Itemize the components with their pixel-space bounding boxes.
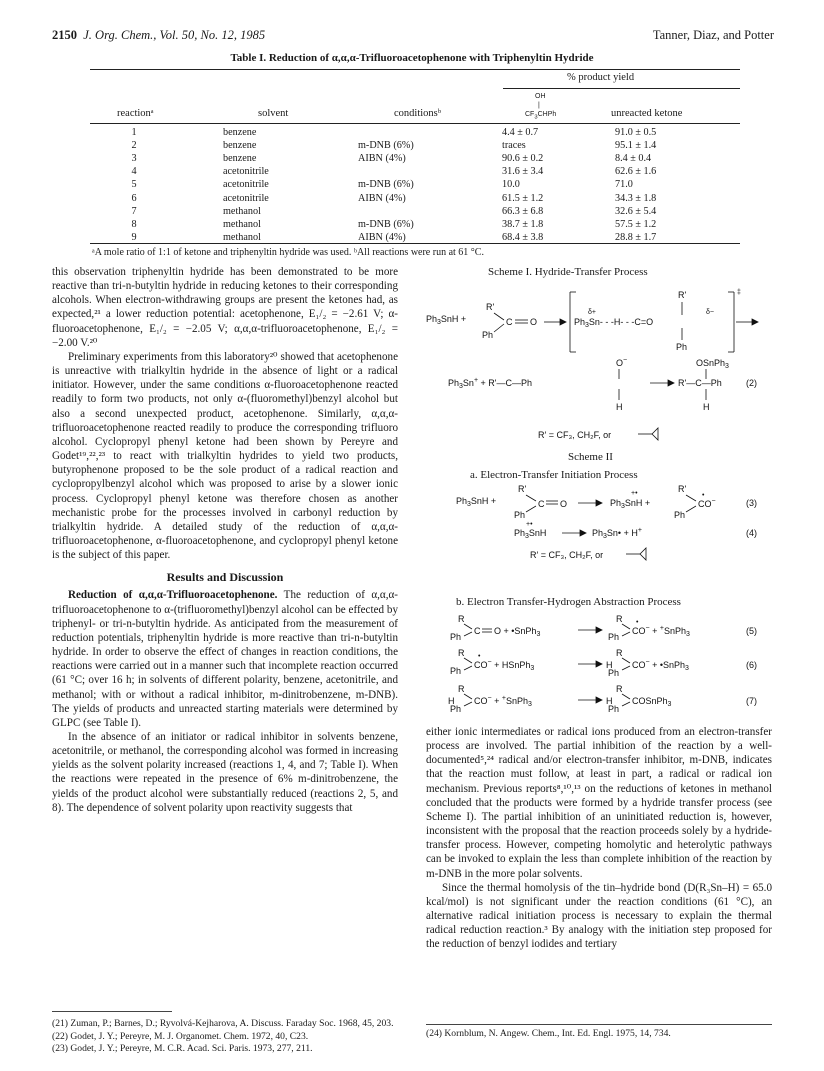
svg-text:OSnPh3: OSnPh$_3$ [696,358,729,370]
table-cell: 90.6 ± 0.2 [502,153,544,165]
right-paragraph-2: Since the thermal homolysis of the tin–hydride bond (D(R₃Sn–H) = 65.0 kcal/mol) is not significant under the reaction conditions (61 °C), an alternative radical initiation process is necessary to explain the thermal radical reduction reaction.³ By analogy with the initiation step proposed for the reduction of benzyl iodides and tertiary [426,881,772,951]
svg-text:Ph: Ph [450,666,462,676]
svg-text:Ph: Ph [676,342,688,352]
table-row [90,165,740,178]
svg-text:•: • [636,619,639,626]
svg-text:+•: +• [631,490,638,497]
table-cell: benzene [223,127,257,138]
table-cell: 61.5 ± 1.2 [502,192,544,204]
table-cell: 31.6 ± 3.4 [502,166,544,178]
table-cell: 28.8 ± 1.7 [615,231,657,243]
product-structure: OH | $CF_3CHPh$ [525,93,557,121]
table-cell: acetonitrile [223,166,269,178]
svg-text:Ph: Ph [450,704,462,714]
left-paragraph-1: this observation triphenyltin hydride has been demonstrated to be more reactive than tri-n-butyltin hydride in reducing ketones to their corresponding alcohols. When electron-withdrawing groups are present the ketones had, as expected,²¹ a lower reduction potential: acetophenone, E₁/₂ = −2.61 V; α-fluoroacetophenone, E₁/₂ = −2.05 V; α,α,α-trifluoroacetophenone, E₁/₂ = −2.00 V.²⁰ [52,266,398,349]
right-footnote-rule [426,1024,772,1025]
svg-text:O: O [560,499,568,509]
reference-24: (24) Kornblum, N. Angew. Chem., Int. Ed. Engl. 1975, 14, 734. [426,1028,671,1039]
right-column [426,725,772,952]
svg-text:Ph3Sn+ + R'—C—Ph: $Ph_3Sn^+$ + R'—C—Ph [448,377,533,390]
table-cell: 5 [131,179,137,191]
table-cell: 6 [131,192,137,204]
left-footnote-rule [52,1011,172,1012]
scheme-1-title: Scheme I. Hydride-Transfer Process [488,266,648,278]
table-title: Table I. Reduction of α,α,α-Trifluoroacetophenone with Triphenyltin Hydride [230,52,594,64]
left-references [52,1018,400,1056]
svg-text:R'—C—Ph: R'—C—Ph [678,378,722,388]
svg-text:COSnPh3: COSnPh$_3$ [632,696,672,708]
left-column [52,265,398,815]
table-cell: methanol [223,218,261,230]
svg-text:Ph: Ph [482,330,494,340]
col-solvent: solvent [258,108,289,119]
table-row [90,152,740,165]
reference-23: (23) Godet, J. Y.; Pereyre, M. C.R. Acad. Sci. Paris. 1973, 277, 211. [52,1043,313,1054]
table-cell: 4.4 ± 0.7 [502,127,539,138]
page-header-authors: Tanner, Diaz, and Potter [652,28,774,42]
table-cell: acetonitrile [223,179,269,191]
eq-6-label: (6) [746,660,757,670]
svg-text:‡: ‡ [737,289,741,296]
svg-text:O−: O− [616,357,628,368]
table-bottom-rule [90,243,740,244]
svg-text:R: R [458,614,465,624]
svg-text:CO− + +SnPh3: CO− + +SnPh$_3$ [632,625,690,638]
table-top-rule [90,69,740,70]
table-cell: 10.0 [502,179,520,191]
table-cell: 2 [131,140,137,152]
table-cell: 71.0 [615,179,633,191]
eq-4-label: (4) [746,528,757,538]
svg-text:Ph: Ph [450,632,462,642]
svg-text:CO− + +SnPh3: CO− + +SnPh$_3$ [474,695,532,708]
table-row [90,218,740,231]
svg-text:CO−: CO− [698,498,716,509]
col-unreacted: unreacted ketone [611,108,683,119]
svg-text:Ph3SnH +: $Ph_3SnH$ + [456,496,497,508]
table-cell: benzene [223,153,257,165]
table-cell: AIBN (4%) [358,153,406,165]
table-cell: 4 [131,166,137,178]
table-cell: AIBN (4%) [358,192,406,204]
subsection-heading: Reduction of α,α,α-Trifluoroacetophenone. [68,589,278,602]
scheme-2a-rgroups: R′ = CF₃, CH₂F, or [530,550,604,560]
scheme-2b-diagram [420,610,775,720]
table-cell: 9 [131,231,137,243]
svg-text:Ph3Sn• + H+: $Ph_3Sn• + H^+$ [592,527,642,540]
col-reaction: reactionᵃ [117,108,154,119]
svg-text:Ph: Ph [514,510,526,520]
scheme-1-diagram [420,280,775,450]
table-row [90,205,740,218]
eq-3-label: (3) [746,498,757,508]
table-row [90,192,740,205]
svg-text:R': R' [486,302,495,312]
table-cell: 91.0 ± 0.5 [615,127,657,138]
svg-text:CO− + •SnPh3: CO− + •SnPh$_3$ [632,659,689,672]
svg-text:H: H [606,660,613,670]
table-cell: 32.6 ± 5.4 [615,205,657,217]
left-paragraph-4: In the absence of an initiator or radical inhibitor in solvents benzene, acetonitrile, or methanol, the corresponding alcohol was formed in increasing yields as the solvent polarity increased (reactions 1, 4, and 7; Table I). When the reactions were repeated in the presence of 6% m-dinitrobenzene, the yields of the product alcohol were substantially reduced (reactions 2, 5, and 8). The dependence of solvent polarity upon reactivity suggests that [52,731,398,814]
svg-text:δ+: δ+ [588,309,596,316]
section-heading: Results and Discussion [166,570,284,585]
svg-text:O: O [530,317,538,327]
table-cell: traces [502,140,526,152]
table-cell: acetonitrile [223,192,269,204]
svg-text:C: C [506,317,513,327]
scheme-1-rgroups: R′ = CF₃, CH₂F, or [538,430,612,440]
svg-text:+•: +• [526,521,533,528]
svg-text:C: C [474,626,481,636]
svg-text:•: • [478,653,481,660]
svg-text:Ph: Ph [608,704,620,714]
table-cell: 62.6 ± 1.6 [615,166,657,178]
table-cell: 3 [131,153,137,165]
svg-text:R': R' [678,484,687,494]
svg-text:Ph3SnH +: $Ph_3SnH$ + [610,498,651,510]
table-cell: m-DNB (6%) [358,218,414,230]
scheme-2b-title: b. Electron Transfer-Hydrogen Abstraction Process [456,596,681,608]
eq-7-label: (7) [746,696,757,706]
page-header-left [52,28,265,43]
left-paragraph-2: Preliminary experiments from this laboratory²⁰ showed that acetophenone is unreactive with trialkyltin hydride in the absence of light or a radical initiator. However, under the same conditions α-fluoroacetophenone reacted readily to form two products, not only α-(fluoromethyl)benzyl alcohol but also a second unexpected product, acetophenone. Similarly, α,α,α-trifluoroacetophenone reacted readily to produce the corresponding trifluoro alcohol. Cyclopropyl phenyl ketone had been shown by Pereyre and Godet¹⁹,²²,²³ to react with trialkyltin hydrides to yield two products, butyrophenone proposed to be the sole product of a radical reaction and cyclopropylbenzyl alcohol which was proposed to arise by a slower ionic process. Cyclopropyl phenyl ketone was therefore chosen as another mechanistic probe for the processes involved in carbonyl reduction by trialkyltin hydride. A detailed study of the reduction of α,α,α-trifluoroacetophenone, α-fluoroacetophenone, and cyclopropyl phenyl ketone is the subject of this paper. [52,350,398,562]
svg-text:H: H [448,696,455,706]
svg-text:R': R' [678,290,687,300]
journal-citation: J. Org. Chem., Vol. 50, No. 12, 1985 [83,28,266,42]
svg-text:Ph3SnH +: $Ph_3SnH$ + [426,314,467,326]
svg-text:Ph: Ph [674,510,686,520]
svg-text:R: R [616,648,623,658]
table-row [90,231,740,244]
col-conditions: conditionsᵇ [394,108,441,119]
eq-5-label: (5) [746,626,757,636]
table-cell: benzene [223,140,257,152]
svg-text:•: • [702,492,705,499]
svg-text:Ph3Sn- - -H- - -C=O: $Ph_3Sn- - -H- - -C=O$ [574,317,654,329]
table-group-header: % product yield [567,72,635,83]
table-cell: 8 [131,218,137,230]
table-cell: methanol [223,231,261,243]
left-paragraph-3: The reduction of α,α,α-trifluoroacetophenone to α-(trifluoromethyl)benzyl alcohol can be effected by triphenyl- or tri-n-butyltin hydride. As anticipated from the measurement of reduction potentials, triphenyltin hydride is more reactive than tri-n-butyltin hydride. In order to observe the effect of changes in reaction conditions, the reactions were carried out in a manner such that incomplete reaction occurred (61 °C; over 16 h; in solvents of different polarity, benzene, acetonitrile, and methanol; with or without a radical inhibitor, m-dinitrobenzene, m-DNB). The yields of products and unreacted starting materials were determined by GLPC (see Table I). [52,589,399,729]
table-cell: 38.7 ± 1.8 [502,218,544,230]
svg-text:Ph: Ph [608,632,620,642]
svg-text:Ph3SnH: $Ph_3SnH$ [514,528,547,540]
scheme-2a-title: a. Electron-Transfer Initiation Process [470,469,638,481]
table-cell: 68.4 ± 3.8 [502,231,544,243]
svg-text:CO− + HSnPh3: CO− + HSnPh$_3$ [474,659,535,672]
table-cell: AIBN (4%) [358,231,406,243]
table-cell: 95.1 ± 1.4 [615,140,657,152]
svg-text:R: R [616,684,623,694]
svg-text:H: H [606,696,613,706]
scheme-2a-diagram [420,482,775,594]
group-rule [503,88,740,89]
table-cell: methanol [223,205,261,217]
table-cell: 57.5 ± 1.2 [615,218,657,230]
table-cell: m-DNB (6%) [358,179,414,191]
eq-2-label: (2) [746,378,757,388]
svg-text:R': R' [518,484,527,494]
svg-text:R: R [458,648,465,658]
svg-text:O + •SnPh3: O + •SnPh$_3$ [494,626,541,638]
svg-text:H: H [703,402,710,412]
table-cell: 1 [131,127,137,138]
svg-text:C: C [538,499,545,509]
table-footnote: ᵃA mole ratio of 1:1 of ketone and triphenyltin hydride was used. ᵇAll reactions were run at 61 °C. [92,247,484,258]
scheme-2-title: Scheme II [568,451,613,463]
page-number: 2150 [52,28,77,42]
table-row [90,139,740,152]
svg-text:Ph: Ph [608,668,620,678]
svg-text:H: H [616,402,623,412]
table-row [90,126,740,139]
header-rule [90,123,740,124]
svg-text:δ−: δ− [706,309,714,316]
table-cell: 34.3 ± 1.8 [615,192,657,204]
reference-22: (22) Godet, J. Y.; Pereyre, M. J. Organomet. Chem. 1972, 40, C23. [52,1030,309,1042]
table-row [90,178,740,191]
table-cell: m-DNB (6%) [358,140,414,152]
svg-text:R: R [616,614,623,624]
table-cell: 66.3 ± 6.8 [502,205,544,217]
table-cell: 8.4 ± 0.4 [615,153,652,165]
right-paragraph-1: either ionic intermediates or radical ions produced from an electron-transfer process are involved. The partial inhibition of the reaction by a well-documented⁵,²⁴ radical and/or electron-transfer inhibitor, m-DNB, indicates that the reaction must follow, at least in part, a radical or radical ion mechanism. Previous reports⁸,¹⁰,¹³ on the reductions of ketones in methanol concluded that the products were formed by a hydride transfer process (see Scheme I). The partial inhibition of an uninitiated reduction is, however, inconsistent with the proposal that the reaction proceeds solely by a hydride-transfer process. However, competing homolytic and heterolytic pathways can be invoked to explain the less than complete inhibition of the reaction by m-DNB in the more polar solvents. [426,726,772,880]
svg-text:R: R [458,684,465,694]
reference-21: (21) Zuman, P.; Barnes, D.; Ryvolvá-Kejharova, A. Discuss. Faraday Soc. 1968, 45, 203. [52,1018,394,1029]
table-cell: 7 [131,205,137,217]
